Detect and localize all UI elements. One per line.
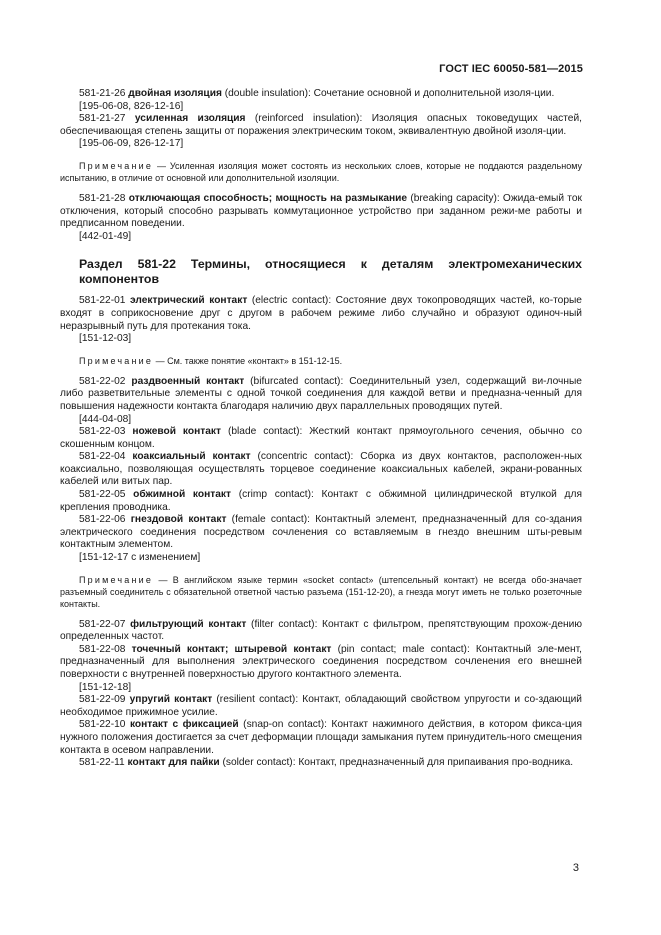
term-name: усиленная изоляция [134, 113, 246, 125]
note-label: Примечание [79, 160, 154, 171]
term-entry [60, 619, 582, 644]
term-number: 581-22-03 [79, 426, 126, 438]
term-english: (filter contact) [251, 618, 315, 630]
term-entry [60, 193, 582, 231]
term-entry [60, 295, 582, 333]
term-definition: : Контакт с обжимной цилиндрической втулкой для крепления проводника. [60, 489, 582, 513]
term-name: гнездовой контакт [130, 514, 227, 526]
term-english: (female contact) [231, 514, 308, 526]
term-number: 581-22-04 [79, 451, 126, 463]
term-definition: : Жесткий контакт прямоугольного сечения, обычно со скошенным концом. [60, 426, 582, 450]
page-number: 3 [572, 862, 579, 874]
term-definition: : Контакт нажимного действия, в котором фикса-ция нужного положения достигается за счет деформации площади замыкания путем принудитель-ного смещения контакта в осевом направлении. [60, 719, 583, 756]
term-definition: : Контактный элемент, предназначенный для со-здания электрического соединения посредством сочленения со вставляемым в гнездо внешним шты-ревым контактным элементом. [60, 514, 582, 551]
term-definition: : Контактный эле-мент, предназначенный для выполнения электрического соединения посредством сочленения его внешней поверхности с внутренней поверхностью другого контактного элемента. [60, 643, 582, 680]
term-name: электрический контакт [130, 295, 248, 307]
term-reference: [444-04-08] [79, 413, 132, 425]
term-english: (snap-on contact) [243, 719, 325, 731]
term-name: контакт для пайки [127, 757, 220, 769]
term-number: 581-21-26 [79, 88, 126, 99]
term-definition: : Контакт с фильтром, препятствующим прохож-дению определенных частот. [60, 618, 582, 643]
term-reference: [195-06-08, 826-12-16] [79, 100, 184, 112]
term-name: контакт с фиксацией [129, 719, 239, 731]
term-definition: : Сочетание основной и дополнительной изоля-ции. [308, 88, 555, 99]
term-entry [60, 644, 582, 682]
note [60, 574, 582, 610]
term-reference: [151-12-18] [79, 681, 132, 693]
term-english: (crimp contact) [238, 489, 311, 501]
term-definition: : Сборка из двух контактов, расположен-ных коаксиально, позволяющая осуществлять торцевое соединение коаксиальных кабелей, экрани-рованных кабелей или витых пар. [60, 451, 582, 488]
term-entry [60, 113, 582, 138]
term-number: 581-22-08 [79, 643, 126, 655]
term-number: 581-22-02 [79, 375, 126, 387]
term-reference: [151-12-17 с изменением] [79, 552, 201, 564]
term-name: отключающая способность; мощность на размыкание [128, 192, 408, 204]
term-definition: : Изоляция опасных токоведущих частей, обеспечивающая степень защиты от поражения электрическим током, эквивалентную двойной изоля-ции. [60, 113, 582, 137]
term-definition: : Ожида-емый ток отключения, который способно разрывать коммутационное устройство при заданном режи-ме работы и предписанном поведении. [60, 192, 582, 230]
term-name: фильтрующий контакт [130, 618, 247, 630]
term-english: (resilient contact) [216, 694, 296, 706]
term-reference: [442-01-49] [79, 230, 132, 242]
term-name: коаксиальный контакт [132, 451, 251, 463]
term-definition: : Контакт, обладающий свойством упругости и со-здающий необходимое прижимное усилие. [60, 694, 582, 718]
term-name: обжимной контакт [133, 489, 232, 501]
note-text: — В английском языке термин «socket contact» (штепсельный контакт) не всегда обо-значает разъемный соединитель с обязательной ответной частью разъема (151-12-20), а гнезда могут иметь не только розеточные контакты. [60, 574, 582, 609]
term-entry [60, 451, 582, 489]
term-number: 581-22-11 [79, 757, 125, 769]
term-number: 581-22-10 [79, 719, 126, 731]
term-english: (bifurcated contact) [250, 375, 341, 387]
note-text: — См. также понятие «контакт» в 151-12-15. [153, 355, 343, 366]
note-text: — Усиленная изоляция может состоять из нескольких слоев, которые не поддаются раздельному испытанию, в отличие от основной или дополнительной изоляции. [60, 160, 582, 183]
term-number: 581-22-01 [79, 295, 126, 307]
term-entry [60, 426, 582, 451]
term-number: 581-22-09 [79, 694, 126, 706]
term-english: (solder contact) [222, 757, 293, 769]
term-definition: : Соединительный узел, содержащий ви-лочные либо разветвительные элементы с одной точкой соединения для каждой ветви и предназна-ченный для повышения надежности контакта благодаря наличию двух параллельных проводящих путей. [60, 375, 582, 412]
term-number: 581-21-28 [79, 192, 126, 204]
note [60, 355, 582, 367]
term-entry [60, 514, 582, 552]
term-name: ножевой контакт [132, 426, 222, 438]
term-number: 581-21-27 [79, 113, 126, 125]
term-definition: : Состояние двух токопроводящих частей, ко-торые входят в соприкосновение друг с другом в рабочем режиме либо случайно и образуют одиноч-ный неразрывный путь для протекания тока. [60, 295, 582, 332]
term-definition: : Контакт, предназначенный для припаивания про-водника. [292, 757, 574, 769]
term-english: (concentric contact) [257, 451, 351, 463]
term-english: (breaking capacity) [410, 192, 497, 204]
term-entry [60, 376, 582, 414]
term-english: (pin contact; male contact) [337, 643, 467, 655]
section-title: Раздел 581-22 Термины, относящиеся к деталям электромеханических компонентов [79, 257, 582, 286]
note-label: Примечание [79, 574, 154, 585]
term-entry [60, 694, 582, 719]
term-english: (blade contact) [227, 426, 300, 438]
term-name: двойная изоляция [128, 88, 222, 99]
term-name: точечный контакт; штыревой контакт [131, 643, 332, 655]
term-entry [60, 719, 582, 757]
term-english: (electric contact) [251, 295, 329, 307]
term-number: 581-22-06 [79, 514, 126, 526]
term-name: раздвоенный контакт [131, 375, 245, 387]
term-english: (double insulation) [224, 88, 309, 99]
note [60, 160, 582, 184]
term-number: 581-22-05 [79, 489, 126, 501]
term-reference: [195-06-09, 826-12-17] [79, 138, 184, 150]
term-number: 581-22-07 [79, 618, 126, 630]
term-name: упругий контакт [129, 694, 213, 706]
term-entry [60, 757, 582, 770]
term-entry [60, 489, 582, 514]
document-body [60, 88, 582, 770]
term-english: (reinforced insulation) [254, 113, 360, 125]
standard-header: ГОСТ IEC 60050-581—2015 [439, 63, 583, 75]
term-entry [60, 88, 582, 101]
note-label: Примечание [79, 355, 154, 366]
term-reference: [151-12-03] [79, 333, 132, 345]
